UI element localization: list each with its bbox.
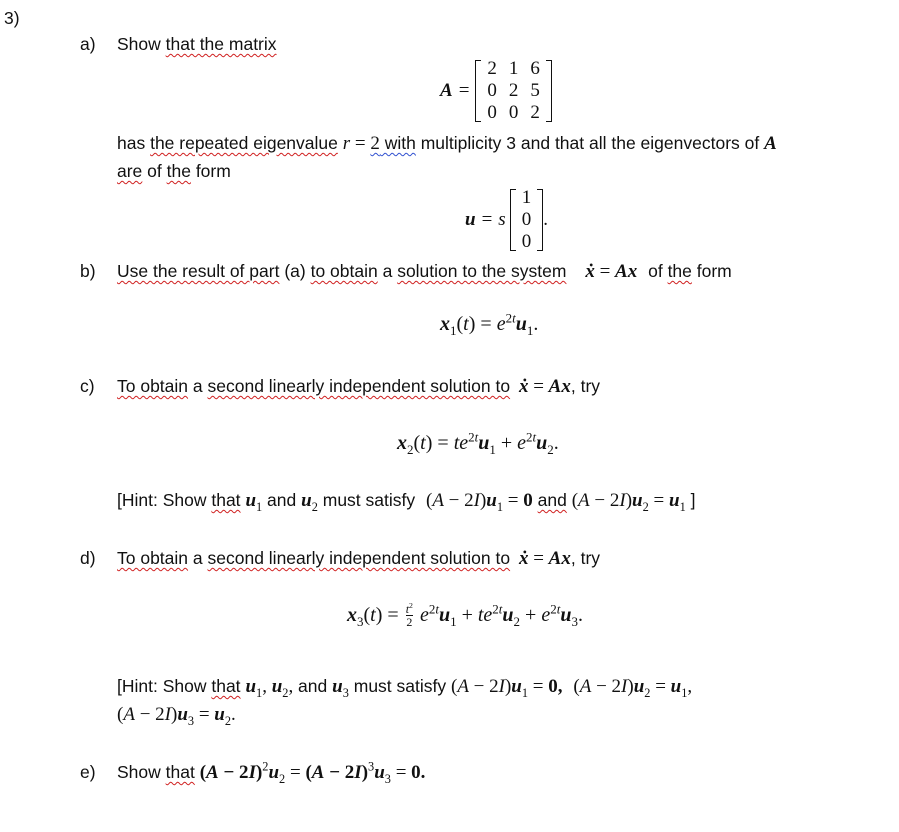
matrix-name: A xyxy=(440,80,453,101)
part-c-text: To obtain a second linearly independent solution to ẋ = Ax, try xyxy=(117,376,601,397)
eigenvector-u: 1 0 0 xyxy=(510,187,544,253)
matrix-A: 2 1 6 0 2 5 0 0 2 xyxy=(475,58,552,124)
part-d-label: d) xyxy=(80,548,96,568)
part-c-hint: [Hint: Show that $u_1$ and $u_2$ must satisfy $(A - 2I)u_1 = 0$ and $(A - 2I)u_2 = u_1$ ] xyxy=(117,490,696,514)
eigenvector-equation: u = s 1 0 0 . xyxy=(465,187,548,252)
part-b-text: Use the result of part (a) to obtain a solution to the system ẋ = Ax of the form xyxy=(117,261,732,282)
part-e-label: e) xyxy=(80,762,96,782)
part-d-formula: $x_3(t)$ = $\frac{t^2}{2}$ $e^{2t}u_1 + te^{2t}u_2 + e^{2t}u_3$. xyxy=(347,601,583,629)
part-e-text: Show that $(A - 2I)^2u_2 = (A - 2I)^3u_3 = 0$. xyxy=(117,759,426,786)
part-d-hint-line1: [Hint: Show that $u_1$, $u_2$, and $u_3$ must satisfy $(A - 2I)u_1 = 0$, $(A - 2I)u_2 = u_1$, xyxy=(117,676,693,700)
part-b-label: b) xyxy=(80,261,96,281)
part-b-formula: $x_1(t) = e^{2t}u_1$. xyxy=(440,310,539,338)
part-a-line2: has the repeated eigenvalue r = 2 with multiplicity 3 and that all the eigenvectors of A xyxy=(117,133,777,154)
part-a-label: a) xyxy=(80,34,96,54)
problem-number: 3) xyxy=(4,8,20,28)
part-a-line3: are of the form xyxy=(117,161,231,181)
part-c-formula: $x_2(t) = te^{2t}u_1 + e^{2t}u_2$. xyxy=(397,429,559,457)
part-c-label: c) xyxy=(80,376,95,396)
matrix-A-equation: A = 2 1 6 0 2 5 0 0 2 xyxy=(440,58,552,124)
part-d-hint-line2: $(A - 2I)u_3 = u_2$. xyxy=(117,704,236,728)
part-a-intro: Show that the matrix xyxy=(117,34,277,54)
part-d-text: To obtain a second linearly independent solution to ẋ = Ax, try xyxy=(117,548,601,569)
